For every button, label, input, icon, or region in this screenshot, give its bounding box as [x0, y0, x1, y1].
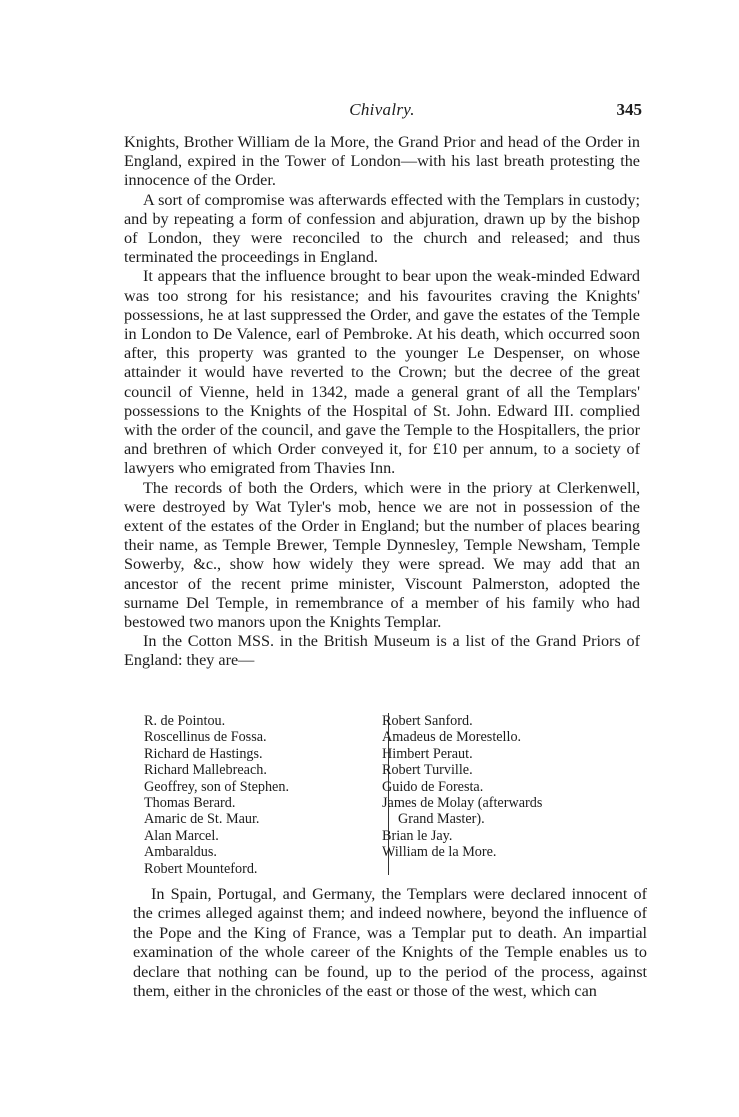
paragraph-compromise: A sort of compromise was afterwards effected with the Templars in custody; and by repeating a form of confession and abjuration, drawn up by the bishop of London, they were reconciled to the church and released; and thus terminated the proceedings in England.: [124, 190, 640, 267]
paragraph-cotton-mss: In the Cotton MSS. in the British Museum is a list of the Grand Priors of England: they are—: [124, 632, 640, 670]
paragraph-continuation: Knights, Brother William de la More, the Grand Prior and head of the Order in England, expired in the Tower of London—with his last breath protesting the innocence of the Order.: [124, 133, 640, 190]
priors-column-left: [144, 713, 374, 877]
list-item: Grand Master).: [398, 811, 485, 828]
list-item: James de Molay (afterwards: [382, 795, 543, 812]
list-item: William de la More.: [382, 844, 497, 861]
paragraph-spain: In Spain, Portugal, and Germany, the Templars were declared innocent of the crimes alleged against them; and indeed nowhere, beyond the influence of the Pope and the King of France, was a Templar put to death. An impartial examination of the whole career of the Knights of the Temple enables us to declare that nothing can be found, up to the period of the process, against them, either in the chronicles of the east or those of the west, which can: [133, 885, 647, 1001]
list-item: Amadeus de Morestello.: [382, 729, 522, 746]
running-title: Chivalry.: [349, 100, 415, 119]
paragraph-records: The records of both the Orders, which were in the priory at Clerkenwell, were destroyed by Wat Tyler's mob, hence we are not in possession of the extent of the estates of the Order in England; but the number of places bearing their name, as Temple Brewer, Temple Dynnesley, Temple Newsham, Temple Sowerby, &c., show how widely they were spread. We may add that an ancestor of the recent prime minister, Viscount Palmerston, adopted the surname Del Temple, in remembrance of a member of his family who had bestowed two manors upon the Knights Templar.: [124, 478, 640, 632]
list-item: Alan Marcel.: [144, 827, 219, 844]
list-item: Richard de Hastings.: [144, 745, 263, 762]
body-text: [124, 133, 640, 671]
list-item: R. de Pointou.: [144, 713, 226, 729]
list-item: Robert Mounteford.: [144, 860, 258, 877]
list-item: Roscellinus de Fossa.: [144, 729, 267, 746]
list-item: Brian le Jay.: [382, 827, 453, 844]
priors-column-right: [382, 713, 642, 861]
list-item: Robert Turville.: [382, 762, 473, 779]
running-head: [122, 100, 642, 128]
list-item: Himbert Peraut.: [382, 745, 473, 762]
list-item: Guido de Foresta.: [382, 778, 484, 795]
paragraph-edward: It appears that the influence brought to bear upon the weak-minded Edward was too strong for his resistance; and his favourites craving the Knights' possessions, he at last suppressed the Order, and gave the estates of the Temple in London to De Valence, earl of Pembroke. At his death, which occurred soon after, this property was granted to the younger Le Despenser, on whose attainder it would have reverted to the Crown; but the decree of the great council of Vienne, held in 1342, made a general grant of all the Templars' possessions to the Knights of the Hospital of St. John. Edward III. complied with the order of the council, and gave the Temple to the Hospitallers, the prior and brethren of which Order conveyed it, for £10 per annum, to a society of lawyers who emigrated from Thavies Inn.: [124, 267, 640, 478]
page-number: 345: [616, 100, 642, 119]
list-item: Richard Mallebreach.: [144, 762, 267, 779]
list-item: Thomas Berard.: [144, 795, 236, 812]
list-item: Amaric de St. Maur.: [144, 811, 260, 828]
list-item: Robert Sanford.: [382, 713, 473, 729]
list-item: Geoffrey, son of Stephen.: [144, 778, 289, 795]
closing-text: [133, 885, 647, 1001]
list-item: Ambaraldus.: [144, 844, 217, 861]
